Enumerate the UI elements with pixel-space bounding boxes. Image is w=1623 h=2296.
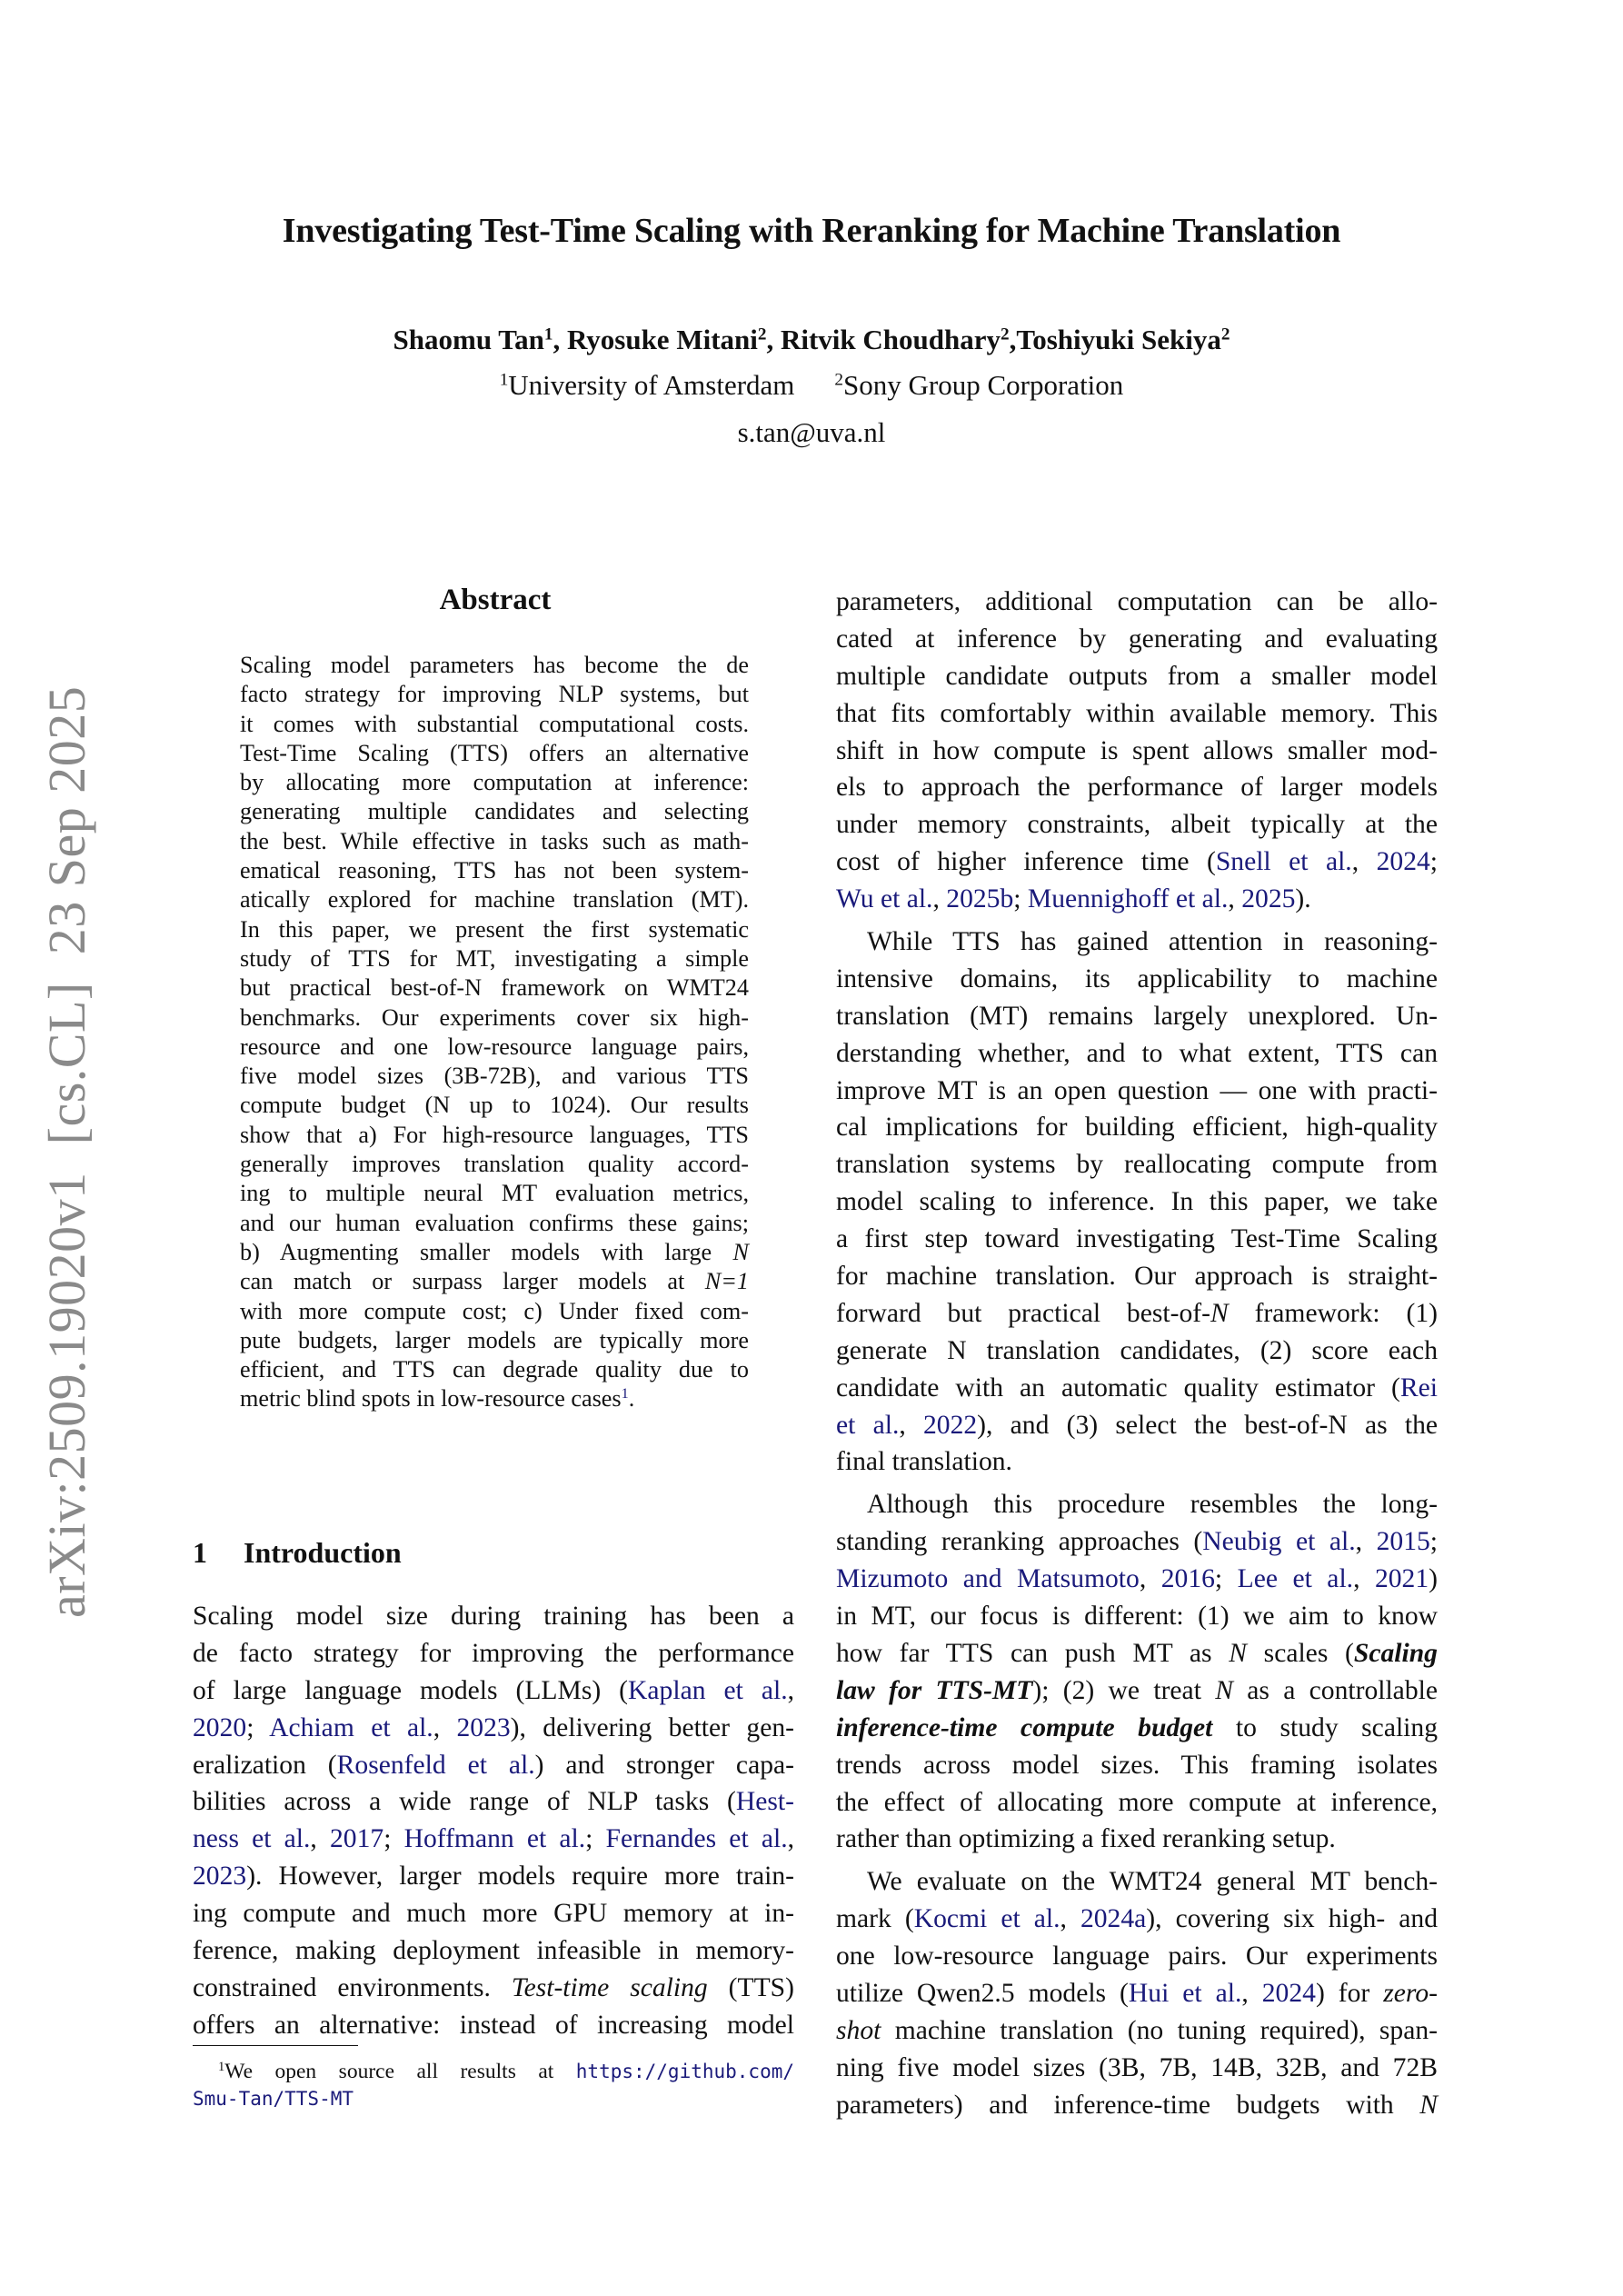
body-line xyxy=(836,1672,1438,1710)
body-text: , xyxy=(1355,1527,1377,1557)
math-symbol: N xyxy=(732,1238,749,1265)
math-symbol: N xyxy=(1419,2090,1438,2120)
citation-link[interactable]: et al. xyxy=(836,1410,900,1440)
citation-link[interactable]: 2023 xyxy=(456,1712,511,1742)
body-line xyxy=(836,1407,1438,1444)
author-email[interactable]: s.tan@uva.nl xyxy=(737,416,886,448)
body-line: cal implications for building efficient, high-quality xyxy=(836,1113,1438,1143)
body-line: While TTS has gained attention in reasoning- xyxy=(867,927,1438,957)
citation-link[interactable]: Rosenfeld et al. xyxy=(336,1750,535,1780)
body-line: improve MT is an open question — one with practi- xyxy=(836,1075,1438,1105)
body-line xyxy=(836,1710,1438,1747)
abstract-line xyxy=(240,1267,749,1296)
body-line xyxy=(193,1858,794,1895)
intro-left-column xyxy=(193,1598,794,2044)
body-line: generate N translation candidates, (2) score each xyxy=(836,1335,1438,1365)
body-text: constrained environments. xyxy=(193,1972,512,2002)
body-line: Scaling model size during training has been a xyxy=(193,1602,794,1631)
abstract-line: five model sizes (3B-72B), and various TTS xyxy=(240,1063,749,1090)
body-line: els to approach the performance of larger models xyxy=(836,773,1438,803)
citation-link[interactable]: Snell et al. xyxy=(1215,847,1352,877)
body-line: offers an alternative: instead of increasing model xyxy=(193,2010,794,2040)
body-line: translation (MT) remains largely unexplored. Un- xyxy=(836,1001,1438,1031)
body-line xyxy=(836,881,1438,918)
citation-link[interactable]: Neubig et al. xyxy=(1202,1527,1356,1557)
footnote-link[interactable]: 1 xyxy=(621,1385,629,1403)
body-text: parameters) and inference-time budgets with xyxy=(836,2090,1420,2120)
body-line: that fits comfortably within available memory. This xyxy=(836,698,1438,728)
body-line xyxy=(193,1672,794,1710)
emphasis-text: shot xyxy=(836,2015,881,2045)
body-line: ning five model sizes (3B, 7B, 14B, 32B, and 72B xyxy=(836,2052,1438,2082)
citation-link[interactable]: Hest- xyxy=(735,1787,794,1817)
body-text: scales ( xyxy=(1246,1638,1354,1668)
abstract-line: the best. While effective in tasks such as math- xyxy=(240,827,749,854)
emphasis-text: inference-time compute budget xyxy=(836,1712,1213,1742)
author-affil-mark: 2 xyxy=(757,324,767,344)
body-text: how far TTS can push MT as xyxy=(836,1638,1230,1668)
affiliations xyxy=(0,369,1623,402)
abstract-line: and our human evaluation confirms these gains; xyxy=(240,1209,749,1236)
body-text: ). However, larger models require more train- xyxy=(246,1862,794,1892)
body-line xyxy=(836,2087,1438,2124)
body-text: , xyxy=(433,1712,457,1742)
github-url-link[interactable]: https://github.com/ xyxy=(575,2061,794,2082)
citation-link[interactable]: Mizumoto and Matsumoto xyxy=(836,1564,1140,1594)
section-number: 1 xyxy=(193,1536,207,1569)
body-text: , xyxy=(310,1824,330,1854)
abstract-line: Scaling model parameters has become the de xyxy=(240,652,749,678)
body-line: model scaling to inference. In this paper, we take xyxy=(836,1187,1438,1217)
abstract-line: generating multiple candidates and selecting xyxy=(240,798,749,825)
citation-link[interactable]: 2017 xyxy=(330,1824,384,1854)
footnote-mark: 1 xyxy=(218,2060,225,2074)
body-text: , xyxy=(1060,1904,1080,1934)
citation-link[interactable]: ness et al. xyxy=(193,1824,311,1854)
footnote-line xyxy=(193,2058,794,2085)
math-expression: N=1 xyxy=(704,1268,749,1295)
affil-mark: 2 xyxy=(834,370,844,390)
citation-link[interactable]: 2016 xyxy=(1160,1564,1215,1594)
author-name: Ryosuke Mitani xyxy=(566,324,758,355)
abstract-line: resource and one low-resource language pairs, xyxy=(240,1033,749,1060)
body-text: ), and (3) select the best-of-N as the xyxy=(977,1410,1439,1440)
body-line xyxy=(193,1747,794,1784)
body-line: Although this procedure resembles the long- xyxy=(867,1490,1438,1520)
math-symbol: N xyxy=(1215,1675,1233,1705)
citation-link[interactable]: Hui et al. xyxy=(1128,1978,1242,2008)
abstract-text: b) Augmenting smaller models with large xyxy=(240,1238,733,1265)
affiliation-name: University of Amsterdam xyxy=(508,369,795,401)
body-text: machine translation (no tuning required), span- xyxy=(881,2015,1438,2045)
body-text: , xyxy=(787,1675,794,1705)
github-url-link[interactable]: Smu-Tan/TTS-MT xyxy=(193,2088,354,2110)
body-line: under memory constraints, albeit typically at the xyxy=(836,810,1438,840)
citation-link[interactable]: 2015 xyxy=(1376,1527,1430,1557)
body-text: ); (2) we treat xyxy=(1032,1675,1216,1705)
body-line xyxy=(193,1970,794,2007)
body-line: ference, making deployment infeasible in memory- xyxy=(193,1936,794,1966)
body-text: eralization ( xyxy=(193,1750,337,1780)
body-line: shift in how compute is spent allows smaller mod- xyxy=(836,735,1438,765)
math-symbol: N xyxy=(1210,1298,1229,1328)
citation-link[interactable]: Kocmi et al. xyxy=(913,1904,1060,1934)
abstract-line xyxy=(240,1384,749,1413)
citation-link[interactable]: 2024 xyxy=(1376,847,1430,877)
citation-link[interactable]: 2025 xyxy=(1241,884,1296,914)
abstract-line: efficient, and TTS can degrade quality due to xyxy=(240,1356,749,1383)
abstract-line: Test-Time Scaling (TTS) offers an alternative xyxy=(240,739,749,766)
body-line: multiple candidate outputs from a smaller model xyxy=(836,661,1438,691)
citation-link[interactable]: Muennighoff et al. xyxy=(1027,884,1229,914)
body-text: (TTS) xyxy=(707,1972,794,2002)
body-line xyxy=(836,1561,1438,1598)
body-text: ; xyxy=(1429,847,1439,877)
intro-right-column xyxy=(836,584,1438,2124)
body-text: ; xyxy=(383,1824,404,1854)
citation-link[interactable]: Wu et al. xyxy=(836,884,933,914)
abstract-line: with more compute cost; c) Under fixed com- xyxy=(240,1297,749,1324)
body-line xyxy=(193,1821,794,1858)
footnote-divider xyxy=(193,2045,358,2046)
citation-link[interactable]: 2022 xyxy=(922,1410,978,1440)
body-text: mark ( xyxy=(836,1904,914,1934)
body-line xyxy=(836,1295,1438,1333)
body-line: rather than optimizing a fixed reranking setup. xyxy=(836,1824,1336,1854)
abstract-text: can match or surpass larger models at xyxy=(240,1268,705,1295)
body-text: cost of higher inference time ( xyxy=(836,847,1216,877)
body-line xyxy=(836,1370,1438,1407)
body-text: of large language models (LLMs) ( xyxy=(193,1675,629,1705)
citation-link[interactable]: Hoffmann et al. xyxy=(403,1824,586,1854)
body-text: ) xyxy=(1429,1564,1438,1594)
author-list: Shaomu Tan$^1$, Ryosuke Mitani$^2$, Ritvik Choudhary$^2$,Toshiyuki Sekiya$^2$ xyxy=(393,324,1230,355)
body-text: ; xyxy=(585,1824,606,1854)
citation-link[interactable]: Lee et al. xyxy=(1237,1564,1354,1594)
abstract-text: . xyxy=(628,1385,635,1413)
body-text: , xyxy=(1139,1564,1161,1594)
body-line: one low-resource language pairs. Our experiments xyxy=(836,1942,1438,1972)
body-line xyxy=(193,1710,794,1747)
citation-link[interactable]: Kaplan et al. xyxy=(628,1675,788,1705)
body-text: bilities across a wide range of NLP tasks ( xyxy=(193,1787,736,1817)
abstract-line: by allocating more computation at inference: xyxy=(240,769,749,796)
citation-link[interactable]: Achiam et al. xyxy=(269,1712,433,1742)
body-line: final translation. xyxy=(836,1447,1012,1477)
body-text: as a controllable xyxy=(1232,1675,1438,1705)
body-text: ; xyxy=(246,1712,270,1742)
body-line: ing compute and much more GPU memory at in- xyxy=(193,1899,794,1929)
abstract-line: but practical best-of-N framework on WMT24 xyxy=(240,974,749,1002)
body-line xyxy=(836,1523,1438,1561)
body-text: ) for xyxy=(1315,1978,1384,2008)
footnote-line xyxy=(193,2085,794,2112)
arxiv-identifier-stamp: arXiv:2509.19020v1 [cs.CL] 23 Sep 2025 xyxy=(37,685,96,1618)
author-name: Toshiyuki Sekiya xyxy=(1016,324,1221,355)
math-symbol: N xyxy=(1229,1638,1247,1668)
author-affil-mark: 2 xyxy=(1220,324,1230,344)
citation-link[interactable]: 2024 xyxy=(1261,1978,1316,2008)
body-text: ; xyxy=(1214,1564,1238,1594)
abstract-text: metric blind spots in low-resource cases xyxy=(240,1385,622,1413)
body-text: , xyxy=(787,1824,794,1854)
body-text: candidate with an automatic quality estimator ( xyxy=(836,1373,1400,1403)
body-line xyxy=(836,1901,1438,1938)
citation-link[interactable]: 2023 xyxy=(193,1862,247,1892)
abstract-line: compute budget (N up to 1024). Our results xyxy=(240,1092,749,1119)
abstract-line: study of TTS for MT, investigating a simple xyxy=(240,944,749,972)
citation-link[interactable]: Fernandes et al. xyxy=(605,1824,788,1854)
citation-link[interactable]: 2025b xyxy=(946,884,1014,914)
abstract-line: it comes with substantial computational costs. xyxy=(240,710,749,737)
body-text: , xyxy=(1241,1978,1262,2008)
body-text: , xyxy=(932,884,947,914)
body-line xyxy=(836,1635,1438,1672)
citation-link[interactable]: 2021 xyxy=(1374,1564,1429,1594)
abstract-line: In this paper, we present the first systematic xyxy=(240,915,749,943)
abstract-line: ematical reasoning, TTS has not been system- xyxy=(240,857,749,884)
body-text: ; xyxy=(1429,1527,1439,1557)
emphasis-text: zero- xyxy=(1383,1978,1438,2008)
body-text: ; xyxy=(1013,884,1028,914)
body-text: ) and stronger capa- xyxy=(534,1750,794,1780)
abstract-body xyxy=(240,651,749,1414)
author-affil-mark: 1 xyxy=(543,324,553,344)
citation-link[interactable]: Rei xyxy=(1399,1373,1438,1403)
body-text: framework: (1) xyxy=(1228,1298,1438,1328)
body-line: parameters, additional computation can be allo- xyxy=(836,587,1438,616)
body-line: We evaluate on the WMT24 general MT bench- xyxy=(867,1867,1438,1897)
paper-title: Investigating Test-Time Scaling with Reranking for Machine Translation xyxy=(282,212,1341,250)
body-line: a first step toward investigating Test-Time Scaling xyxy=(836,1224,1438,1254)
emphasis-text: Scaling xyxy=(1353,1638,1438,1668)
body-line: translation systems by reallocating compute from xyxy=(836,1150,1438,1180)
body-line xyxy=(836,2012,1438,2050)
body-text: standing reranking approaches ( xyxy=(836,1527,1203,1557)
author-name: Ritvik Choudhary xyxy=(780,324,1001,355)
body-text: ). xyxy=(1295,884,1311,914)
body-line: in MT, our focus is different: (1) we aim to know xyxy=(836,1602,1438,1632)
body-line xyxy=(836,844,1438,881)
body-line: de facto strategy for improving the performance xyxy=(193,1638,794,1668)
body-text: , xyxy=(1228,884,1242,914)
footnote xyxy=(193,2058,794,2112)
body-text: forward but practical best-of- xyxy=(836,1298,1210,1328)
abstract-line: pute budgets, larger models are typically more xyxy=(240,1326,749,1353)
footnote-text: We open source all results at xyxy=(224,2060,576,2083)
body-line: intensive domains, its applicability to machine xyxy=(836,963,1438,993)
affiliation-name: Sony Group Corporation xyxy=(843,369,1124,401)
body-line: cated at inference by generating and evaluating xyxy=(836,624,1438,654)
body-line: for machine translation. Our approach is straight- xyxy=(836,1262,1438,1292)
abstract-line: show that a) For high-resource languages, TTS xyxy=(240,1121,749,1148)
abstract-line: generally improves translation quality accord- xyxy=(240,1151,749,1178)
author-name: Shaomu Tan xyxy=(393,324,544,355)
affil-mark: 1 xyxy=(499,370,509,390)
abstract-line: facto strategy for improving NLP systems, but xyxy=(240,681,749,708)
body-text: utilize Qwen2.5 models ( xyxy=(836,1978,1129,2008)
body-line: derstanding whether, and to what extent, TTS can xyxy=(836,1038,1438,1068)
body-line xyxy=(193,1783,794,1821)
abstract-line: benchmarks. Our experiments cover six high- xyxy=(240,1003,749,1031)
author-affil-mark: 2 xyxy=(1001,324,1010,344)
abstract-line xyxy=(240,1238,749,1267)
citation-link[interactable]: 2020 xyxy=(193,1712,247,1742)
body-line: the effect of allocating more compute at inference, xyxy=(836,1787,1438,1817)
body-text: , xyxy=(1351,847,1377,877)
body-text: to study scaling xyxy=(1212,1712,1438,1742)
citation-link[interactable]: 2024a xyxy=(1080,1904,1147,1934)
body-line xyxy=(836,1975,1438,2012)
emphasis-text: law for TTS-MT xyxy=(836,1675,1033,1705)
section-title: Introduction xyxy=(244,1536,402,1569)
body-text: ), covering six high- and xyxy=(1146,1904,1438,1934)
body-text: ), delivering better gen- xyxy=(510,1712,794,1742)
abstract-heading: Abstract xyxy=(439,584,552,616)
body-line: trends across model sizes. This framing isolates xyxy=(836,1750,1438,1780)
section-heading-introduction xyxy=(193,1536,402,1570)
body-text: , xyxy=(1353,1564,1375,1594)
body-text: , xyxy=(899,1410,923,1440)
abstract-line: ing to multiple neural MT evaluation metrics, xyxy=(240,1180,749,1207)
abstract-line: atically explored for machine translation (MT). xyxy=(240,886,749,913)
emphasis-text: Test-time scaling xyxy=(511,1972,708,2002)
